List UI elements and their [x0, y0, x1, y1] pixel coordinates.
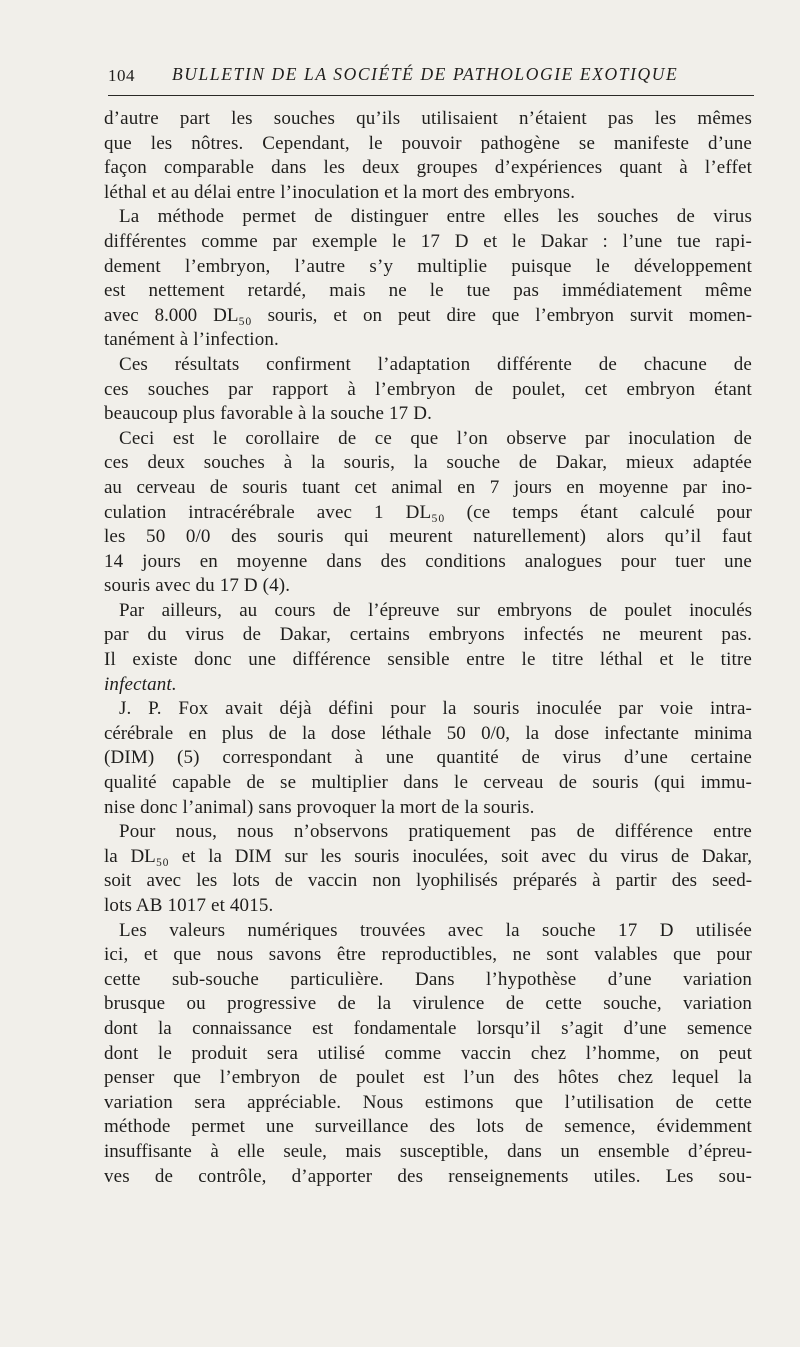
text-line: ves de contrôle, d’apporter des renseignements utiles. Les sou-: [104, 1165, 752, 1187]
text-line: avec 8.000 DL₅₀ souris, et on peut dire que l’embryon survit momen-: [104, 304, 752, 326]
text-line: que les nôtres. Cependant, le pouvoir pathogène se manifeste d’une: [104, 132, 752, 154]
text-line: différentes comme par exemple le 17 D et le Dakar : l’une tue rapi-: [104, 230, 752, 252]
text-line: penser que l’embryon de poulet est l’un des hôtes chez lequel la: [104, 1067, 752, 1089]
text-line: insuffisante à elle seule, mais susceptible, dans un ensemble d’épreu-: [104, 1140, 752, 1162]
running-title: BULLETIN DE LA SOCIÉTÉ DE PATHOLOGIE EXOTIQUE: [172, 64, 679, 84]
text-line: variation sera appréciable. Nous estimons que l’utilisation de cette: [104, 1091, 752, 1113]
text-line: dement l’embryon, l’autre s’y multiplie puisque le développement: [104, 255, 752, 277]
page-number: 104: [108, 66, 135, 85]
text-line: tanément à l’infection.: [104, 329, 279, 351]
text-line: Par ailleurs, au cours de l’épreuve sur embryons de poulet inoculés: [119, 599, 752, 621]
text-line: méthode permet une surveillance des lots de semence, évidemment: [104, 1116, 752, 1138]
text-line: beaucoup plus favorable à la souche 17 D.: [104, 403, 432, 425]
text-line: par du virus de Dakar, certains embryons infectés ne meurent pas.: [104, 624, 752, 646]
text-line: souris avec du 17 D (4).: [104, 575, 291, 597]
text-line: 14 jours en moyenne dans des conditions analogues pour tuer une: [104, 550, 752, 572]
text-line: (DIM) (5) correspondant à une quantité de virus d’une certaine: [104, 747, 752, 769]
text-line: infectant.: [104, 673, 177, 695]
text-line: cette sub-souche particulière. Dans l’hypothèse d’une variation: [104, 968, 752, 990]
text-line: Ceci est le corollaire de ce que l’on observe par inoculation de: [119, 427, 752, 449]
text-line: Pour nous, nous n’observons pratiquement pas de différence entre: [119, 821, 752, 843]
text-line: qualité capable de se multiplier dans le cerveau de souris (qui immu-: [104, 772, 752, 794]
text-line: cérébrale en plus de la dose léthale 50 0/0, la dose infectante minima: [104, 722, 752, 744]
text-line: Les valeurs numériques trouvées avec la souche 17 D utilisée: [119, 919, 752, 941]
text-line: soit avec les lots de vaccin non lyophilisés préparés à partir des seed-: [104, 870, 752, 892]
text-line: d’autre part les souches qu’ils utilisaient n’étaient pas les mêmes: [104, 108, 752, 129]
text-line: dont la connaissance est fondamentale lorsqu’il s’agit d’une semence: [104, 1017, 752, 1039]
text-line: J. P. Fox avait déjà défini pour la souris inoculée par voie intra-: [119, 698, 752, 720]
text-line: Il existe donc une différence sensible entre le titre léthal et le titre: [104, 649, 752, 671]
text-line: la DL₅₀ et la DIM sur les souris inoculées, soit avec du virus de Dakar,: [104, 845, 752, 867]
text-line: lots AB 1017 et 4015.: [104, 895, 274, 916]
text-line: culation intracérébrale avec 1 DL₅₀ (ce temps étant calculé pour: [104, 501, 752, 523]
text-line: dont le produit sera utilisé comme vaccin chez l’homme, on peut: [104, 1042, 752, 1064]
text-line: ces souches par rapport à l’embryon de poulet, cet embryon étant: [104, 378, 752, 400]
page-header: [108, 62, 754, 96]
text-line: façon comparable dans les deux groupes d’expériences quant à l’effet: [104, 157, 752, 179]
text-line: ici, et que nous savons être reproductibles, ne sont valables que pour: [104, 944, 752, 966]
text-line: La méthode permet de distinguer entre elles les souches de virus: [119, 206, 752, 228]
text-line: au cerveau de souris tuant cet animal en 7 jours en moyenne par ino-: [104, 476, 752, 498]
header-rule: [108, 95, 754, 96]
text-line: est nettement retardé, mais ne le tue pas immédiatement même: [104, 280, 752, 302]
text-line: léthal et au délai entre l’inoculation et la mort des embryons.: [104, 181, 576, 203]
text-line: nise donc l’animal) sans provoquer la mort de la souris.: [104, 796, 535, 818]
text-line: les 50 0/0 des souris qui meurent naturellement) alors qu’il faut: [104, 526, 752, 548]
text-line: ces deux souches à la souris, la souche de Dakar, mieux adaptée: [104, 452, 752, 474]
body-text: [104, 107, 752, 1189]
text-line: brusque ou progressive de la virulence de cette souche, variation: [104, 993, 752, 1015]
text-line: Ces résultats confirment l’adaptation différente de chacune de: [119, 353, 752, 375]
